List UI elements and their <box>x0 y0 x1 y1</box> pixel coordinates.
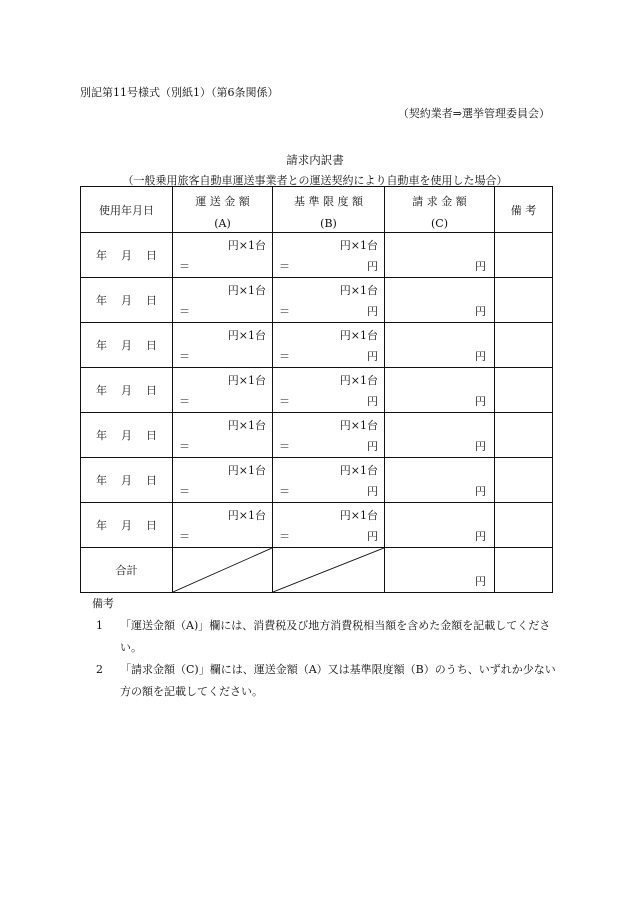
header-claim-sub: (C) <box>431 217 448 230</box>
day-label: 日 <box>146 339 157 352</box>
claim-cell[interactable] <box>385 323 495 368</box>
remarks-cell[interactable] <box>495 368 553 413</box>
table-row <box>81 503 553 548</box>
header-claim-label: 請 求 金 額 <box>412 195 467 208</box>
note-text: 「請求金額（C)」欄には、運送金額（A）又は基準限度額（B）のうち、いずれか少ない方の額を記載してください。 <box>120 663 556 698</box>
fare-cell[interactable] <box>173 233 273 278</box>
yen-label: 円 <box>475 485 486 498</box>
yen-label: 円 <box>475 350 486 363</box>
day-label: 日 <box>146 429 157 442</box>
yen-label: 円 <box>367 485 378 498</box>
total-limit-cell <box>273 548 385 593</box>
notes <box>92 593 562 703</box>
yen-label: 円 <box>367 260 378 273</box>
month-label: 月 <box>121 294 132 307</box>
yen-label: 円 <box>367 305 378 318</box>
day-label: 日 <box>146 384 157 397</box>
limit-cell[interactable] <box>273 233 385 278</box>
year-label: 年 <box>96 249 107 262</box>
fare-cell[interactable] <box>173 458 273 503</box>
day-label: 日 <box>146 519 157 532</box>
form-id: 別記第11号様式（別紙1）（第6条関係） <box>80 86 279 99</box>
invoice-breakdown-table <box>80 186 553 593</box>
limit-cell[interactable] <box>273 503 385 548</box>
table-header-row <box>81 187 553 233</box>
remarks-cell[interactable] <box>495 323 553 368</box>
table-row <box>81 413 553 458</box>
unit-label: 円×1台 <box>227 374 266 387</box>
yen-label: 円 <box>475 530 486 543</box>
header-limit-label: 基 準 限 度 額 <box>294 195 363 208</box>
unit-label: 円×1台 <box>227 419 266 432</box>
remarks-cell[interactable] <box>495 458 553 503</box>
equals-sign: ＝ <box>179 440 190 453</box>
unit-label: 円×1台 <box>227 239 266 252</box>
remarks-cell[interactable] <box>495 278 553 323</box>
equals-sign: ＝ <box>179 260 190 273</box>
year-label: 年 <box>96 384 107 397</box>
remarks-cell[interactable] <box>495 413 553 458</box>
equals-sign: ＝ <box>279 440 290 453</box>
fare-cell[interactable] <box>173 413 273 458</box>
fare-cell[interactable] <box>173 368 273 413</box>
page-title: 請求内訳書 <box>286 153 344 167</box>
total-yen: 円 <box>475 575 486 588</box>
fare-cell[interactable] <box>173 503 273 548</box>
unit-label: 円×1台 <box>339 509 378 522</box>
yen-label: 円 <box>367 350 378 363</box>
remarks-cell[interactable] <box>495 503 553 548</box>
note-number: 1 <box>96 619 103 632</box>
table-row <box>81 278 553 323</box>
day-label: 日 <box>146 249 157 262</box>
fare-cell[interactable] <box>173 278 273 323</box>
month-label: 月 <box>121 384 132 397</box>
equals-sign: ＝ <box>179 530 190 543</box>
date-cell[interactable] <box>81 278 173 323</box>
date-cell[interactable] <box>81 458 173 503</box>
yen-label: 円 <box>475 260 486 273</box>
unit-label: 円×1台 <box>339 374 378 387</box>
unit-label: 円×1台 <box>227 329 266 342</box>
header-claim <box>385 187 495 233</box>
claim-cell[interactable] <box>385 368 495 413</box>
header-fare-label: 運 送 金 額 <box>195 195 250 208</box>
note-list <box>92 615 562 703</box>
month-label: 月 <box>121 339 132 352</box>
note-item <box>96 615 562 659</box>
yen-label: 円 <box>367 395 378 408</box>
year-label: 年 <box>96 474 107 487</box>
date-cell[interactable] <box>81 233 173 278</box>
date-cell[interactable] <box>81 368 173 413</box>
year-label: 年 <box>96 519 107 532</box>
limit-cell[interactable] <box>273 413 385 458</box>
header-date: 使用年月日 <box>81 187 173 233</box>
yen-label: 円 <box>367 440 378 453</box>
notes-heading: 備考 <box>92 597 114 610</box>
diagonal-strike <box>273 548 384 592</box>
equals-sign: ＝ <box>279 485 290 498</box>
date-cell[interactable] <box>81 503 173 548</box>
day-label: 日 <box>146 294 157 307</box>
year-label: 年 <box>96 429 107 442</box>
equals-sign: ＝ <box>179 395 190 408</box>
equals-sign: ＝ <box>179 350 190 363</box>
limit-cell[interactable] <box>273 278 385 323</box>
claim-cell[interactable] <box>385 233 495 278</box>
header-remarks: 備 考 <box>495 187 553 233</box>
note-number: 2 <box>96 663 103 676</box>
limit-cell[interactable] <box>273 458 385 503</box>
month-label: 月 <box>121 519 132 532</box>
limit-cell[interactable] <box>273 368 385 413</box>
table-row <box>81 458 553 503</box>
fare-cell[interactable] <box>173 323 273 368</box>
table-row <box>81 368 553 413</box>
yen-label: 円 <box>475 395 486 408</box>
total-fare-cell <box>173 548 273 593</box>
claim-cell[interactable] <box>385 503 495 548</box>
total-label: 合計 <box>81 548 173 593</box>
unit-label: 円×1台 <box>227 284 266 297</box>
equals-sign: ＝ <box>179 305 190 318</box>
month-label: 月 <box>121 429 132 442</box>
unit-label: 円×1台 <box>339 284 378 297</box>
year-label: 年 <box>96 294 107 307</box>
total-remarks-cell <box>495 548 553 593</box>
unit-label: 円×1台 <box>227 464 266 477</box>
yen-label: 円 <box>475 440 486 453</box>
unit-label: 円×1台 <box>339 464 378 477</box>
unit-label: 円×1台 <box>227 509 266 522</box>
note-item <box>96 659 562 703</box>
equals-sign: ＝ <box>279 530 290 543</box>
year-label: 年 <box>96 339 107 352</box>
header-limit-sub: (B) <box>320 217 337 230</box>
total-row <box>81 548 553 593</box>
unit-label: 円×1台 <box>339 239 378 252</box>
day-label: 日 <box>146 474 157 487</box>
unit-label: 円×1台 <box>339 419 378 432</box>
limit-cell[interactable] <box>273 323 385 368</box>
table-row <box>81 323 553 368</box>
page-subtitle: （一般乗用旅客自動車運送事業者との運送契約により自動車を使用した場合） <box>122 174 508 187</box>
month-label: 月 <box>121 474 132 487</box>
claim-cell[interactable] <box>385 413 495 458</box>
header-fare <box>173 187 273 233</box>
claim-cell[interactable] <box>385 458 495 503</box>
direction-note: （契約業者⇒選挙管理委員会） <box>397 107 550 120</box>
header-fare-sub: (A) <box>214 217 231 230</box>
date-cell[interactable] <box>81 413 173 458</box>
claim-cell[interactable] <box>385 278 495 323</box>
table-row <box>81 233 553 278</box>
unit-label: 円×1台 <box>339 329 378 342</box>
yen-label: 円 <box>367 530 378 543</box>
note-text: 「運送金額（A)」欄には、消費税及び地方消費税相当額を含めた金額を記載してください。 <box>120 619 551 654</box>
equals-sign: ＝ <box>279 260 290 273</box>
date-cell[interactable] <box>81 323 173 368</box>
month-label: 月 <box>121 249 132 262</box>
equals-sign: ＝ <box>279 395 290 408</box>
equals-sign: ＝ <box>279 350 290 363</box>
total-claim-cell <box>385 548 495 593</box>
yen-label: 円 <box>475 305 486 318</box>
data-rows <box>81 233 553 548</box>
equals-sign: ＝ <box>279 305 290 318</box>
remarks-cell[interactable] <box>495 233 553 278</box>
header-limit <box>273 187 385 233</box>
diagonal-strike <box>173 548 272 592</box>
equals-sign: ＝ <box>179 485 190 498</box>
